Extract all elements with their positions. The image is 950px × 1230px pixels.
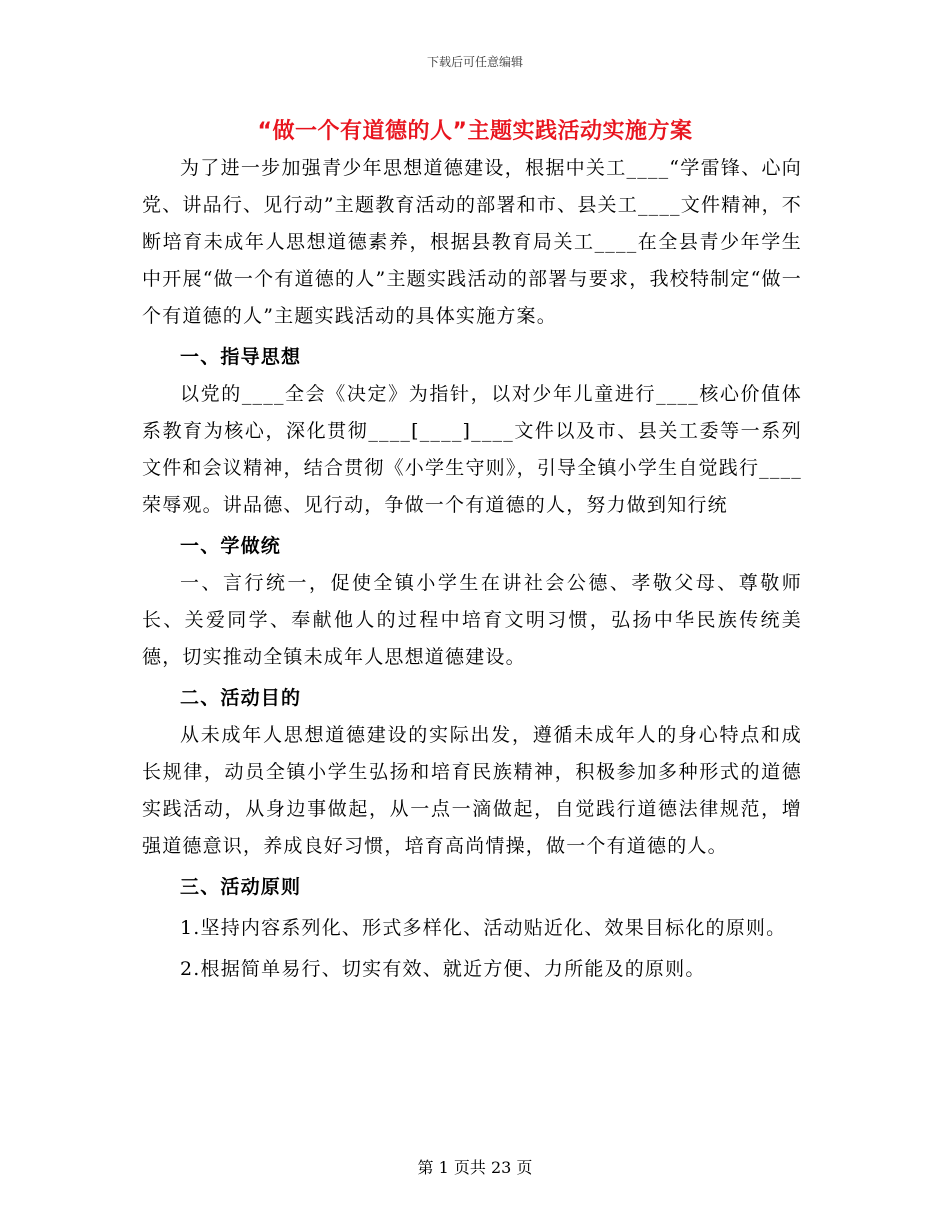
document-body	[142, 150, 802, 988]
section-heading-guiding-ideology: 一、指导思想	[180, 346, 302, 368]
section-heading-activity-principles: 三、活动原则	[180, 876, 302, 898]
page-header-note: 下载后可任意编辑	[426, 55, 523, 69]
section-heading-activity-purpose: 二、活动目的	[180, 687, 302, 709]
principle-item: 1.坚持内容系列化、形式多样化、活动贴近化、效果目标化的原则。	[180, 917, 787, 939]
section-paragraph-guiding-ideology: 以党的____全会《决定》为指针，以对少年儿童进行____核心价值体系教育为核心，深化贯彻____[____]____文件以及市、县关工委等一系列文件和会议精神，结合贯彻《小学生守则》，引导全镇小学生自觉践行____荣辱观。讲品德、见行动，争做一个有道德的人，努力做到知行统	[142, 383, 802, 516]
page-number: 第 1 页共 23 页	[417, 1158, 533, 1177]
principle-item: 2.根据简单易行、切实有效、就近方便、力所能及的原则。	[180, 958, 706, 980]
section-paragraph-learn-and-act: 一、言行统一，促使全镇小学生在讲社会公德、孝敬父母、尊敬师长、关爱同学、奉献他人的过程中培育文明习惯，弘扬中华民族传统美德，切实推动全镇未成年人思想道德建设。	[142, 572, 802, 668]
section-paragraph-activity-purpose: 从未成年人思想道德建设的实际出发，遵循未成年人的身心特点和成长规律，动员全镇小学生弘扬和培育民族精神，积极参加多种形式的道德实践活动，从身边事做起，从一点一滴做起，自觉践行道德法律规范，增强道德意识，养成良好习惯，培育高尚情操，做一个有道德的人。	[142, 724, 802, 857]
intro-paragraph: 为了进一步加强青少年思想道德建设，根据中关工____“学雷锋、心向党、讲品行、见行动”主题教育活动的部署和市、县关工____文件精神，不断培育未成年人思想道德素养，根据县教育局关工____在全县青少年学生中开展“做一个有道德的人”主题实践活动的部署与要求，我校特制定“做一个有道德的人”主题实践活动的具体实施方案。	[142, 157, 802, 327]
section-heading-learn-and-act: 一、学做统	[180, 535, 282, 557]
document-title: “做一个有道德的人”主题实践活动实施方案	[257, 119, 693, 144]
